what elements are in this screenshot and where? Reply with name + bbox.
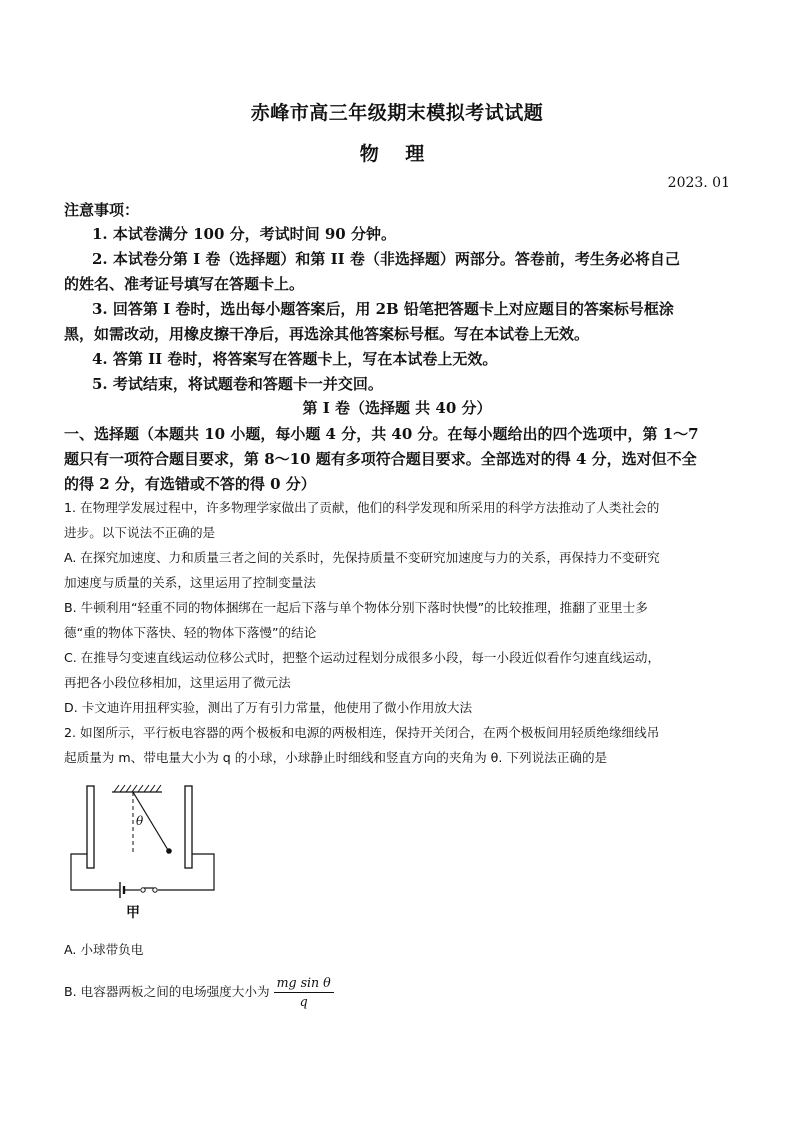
q1-option-c-cont: 再把各小段位移相加，这里运用了微元法 [64,675,291,690]
notes-heading: 注意事项： [64,201,140,219]
q2-option-a: A. 小球带负电 [64,942,144,957]
q2-stem-line: 起质量为 m、带电量大小为 q 的小球，小球静止时细线和竖直方向的夹角为 θ. 下列说法正确的是 [64,750,608,765]
wire-left [71,854,120,890]
note-text: 2. 本试卷分第 I 卷（选择题）和第 II 卷（非选择题）两部分。答卷前，考生务必将自己 [92,250,680,268]
figure-caption: 甲 [126,905,140,921]
note-1 [64,222,726,247]
note-5 [64,372,726,397]
left-plate [87,786,94,868]
part-line: 题只有一项符合题目要求，第 8～10 题有多项符合题目要求。全部选对的得 4 分，选对但不全 [64,450,697,468]
fraction-denominator: q [299,994,308,1009]
q2-option-b [64,972,732,1012]
part-instructions [64,422,732,497]
note-text: 3. 回答第 I 卷时，选出每小题答案后，用 2B 铅笔把答题卡上对应题目的答案标号框涂 [92,300,674,318]
note-3 [64,297,726,322]
q1-stem-line: 1. 在物理学发展过程中，许多物理学家做出了贡献，他们的科学发现和所采用的科学方法推动了人类社会的 [64,500,660,515]
fraction-numerator: mg sin θ [274,974,334,993]
field-strength-fraction [274,974,334,1011]
right-plate [185,786,192,868]
note-text: 4. 答第 II 卷时，将答案写在答题卡上，写在本试卷上无效。 [92,350,498,368]
angle-label: θ [136,814,144,828]
ceiling-support [112,785,162,792]
q2-option-b-text: B. 电容器两板之间的电场强度大小为 [64,984,270,999]
note-text: 1. 本试卷满分 100 分，考试时间 90 分钟。 [92,225,396,243]
note-4 [64,347,726,372]
switch-symbol [141,888,157,892]
capacitor-circuit-diagram [62,778,232,928]
page-title: 赤峰市高三年级期末模拟考试试题 [250,102,544,124]
battery-symbol [120,882,140,898]
q1-option-a-cont: 加速度与质量的关系，这里运用了控制变量法 [64,575,316,590]
q1-option-d: D. 卡文迪许用扭秤实验，测出了万有引力常量，他使用了微小作用放大法 [64,700,473,715]
charged-ball [166,848,172,854]
q1-option-c: C. 在推导匀变速直线运动位移公式时，把整个运动过程划分成很多小段，每一小段近似看作匀速直线运动， [64,650,661,665]
note-2 [64,247,726,272]
q1-stem-line: 进步。以下说法不正确的是 [64,525,216,540]
note-text: 5. 考试结束，将试题卷和答题卡一并交回。 [92,375,383,393]
subject-title: 物 理 [359,143,435,165]
note-2-cont: 的姓名、准考证号填写在答题卡上。 [64,275,305,293]
part-line: 一、选择题（本题共 10 小题，每小题 4 分，共 40 分。在每小题给出的四个选项中，第 1～7 [64,425,699,443]
note-3-cont: 黑，如需改动，用橡皮擦干净后，再选涂其他答案标号框。写在本试卷上无效。 [64,325,590,343]
part-line: 的得 2 分，有选错或不答的得 0 分） [64,475,316,493]
q1-option-a: A. 在探究加速度、力和质量三者之间的关系时，先保持质量不变研究加速度与力的关系，再保持力不变研究 [64,550,660,565]
section-title: 第 I 卷（选择题 共 40 分） [302,399,492,417]
q1-option-b-cont: 德“重的物体下落快、轻的物体下落慢”的结论 [64,625,317,640]
q1-option-b: B. 牛顿利用“轻重不同的物体捆绑在一起后下落与单个物体分别下落时快慢”的比较推理，推翻了亚里士多 [64,600,648,615]
q2-stem-line: 2. 如图所示，平行板电容器的两个极板和电源的两极相连，保持开关闭合，在两个极板间用轻质绝缘细线吊 [64,725,660,740]
exam-date: 2023. 01 [667,175,730,191]
